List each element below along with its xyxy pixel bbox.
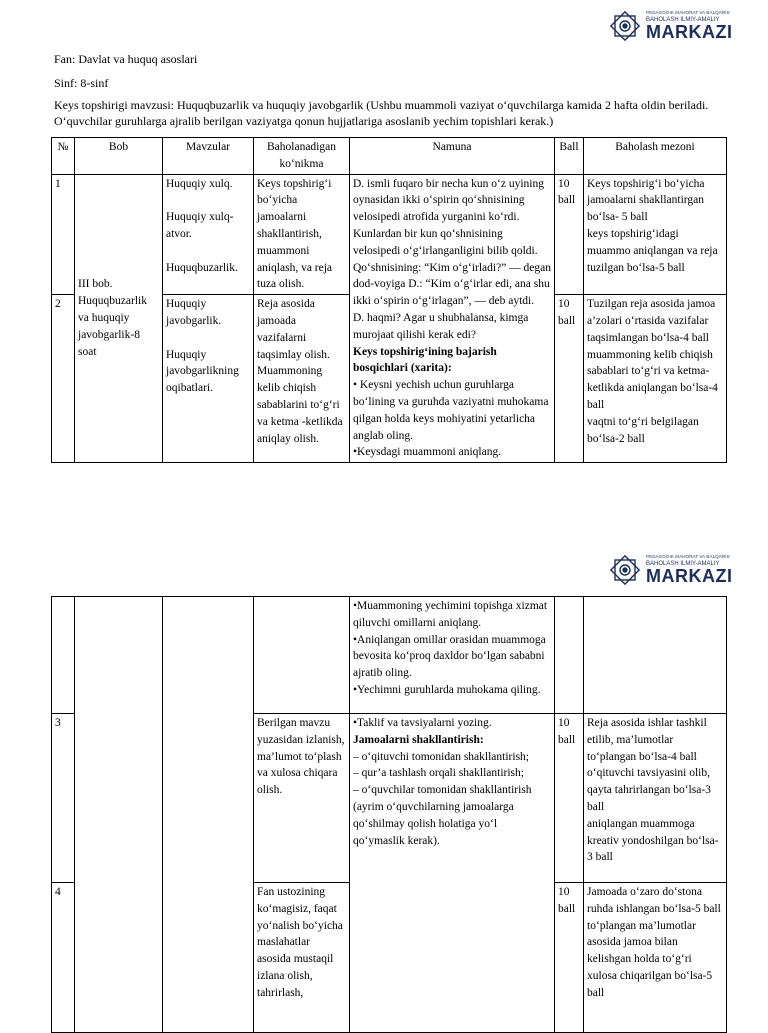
col-header-number: № bbox=[52, 138, 75, 175]
ball-cell: 10 ball bbox=[555, 295, 584, 463]
table-row bbox=[52, 174, 727, 295]
logo-line1: PEDAGOGIK MAHORAT VA BALQARIS bbox=[646, 10, 730, 16]
ornament-emblem-icon bbox=[608, 9, 642, 43]
col-header-ball: Ball bbox=[555, 138, 584, 175]
row-number: 4 bbox=[52, 883, 75, 1033]
konikma-cell: Reja asosida jamoada vazifalarni taqsimlay olish. Muammoning kelib chiqish sabablarini to‘g‘ri va ketma -ketlikda aniqlay olish. bbox=[254, 295, 350, 463]
mavzu-cell bbox=[163, 597, 254, 1033]
ball-cell bbox=[555, 597, 584, 714]
markazi-logo bbox=[608, 553, 748, 587]
intro-paragraph: Keys topshirigi mavzusi: Huquqbuzarlik va huquqiy javobgarlik (Ushbu muammoli vaziyat o‘quvchilarga kamida 2 hafta oldin beriladi. O‘quvchilar guruhlarga ajralib berilgan vaziyatga qonun hujjatlariga asoslanib yechim topishlari kerak.) bbox=[54, 98, 709, 128]
row-number: 2 bbox=[52, 295, 75, 463]
logo-line2: BAHOLASH ILMIY-AMALIY bbox=[646, 560, 720, 567]
namuna-cell bbox=[350, 174, 555, 463]
markazi-logo bbox=[608, 9, 748, 43]
mezon-cell bbox=[584, 597, 727, 714]
namuna-text: D. ismli fuqaro bir necha kun o‘z uyining oynasidan ikki o‘spirin qo‘shnisining velosipedi atrofida yurganini ko‘rdi. Kunlardan bir kun qo‘shnisining velosipedi o‘g‘irlanganligini bilib qoldi. Qo‘shnisining: “Kim o‘g‘irladi?” — degan dod-voyiga D.: “Kim o‘g‘irlar edi, ana shu ikki o‘spirin o‘g‘irlagan”, — deb aytdi. D. haqmi? Agar u shubhalansa, kimga murojaat qilishi kerak edi? bbox=[353, 177, 552, 341]
namuna-taklif: •Taklif va tavsiyalarni yozing. bbox=[353, 717, 492, 729]
namuna-cell bbox=[350, 714, 555, 1033]
mezon-cell: Keys topshirig‘i bo‘yicha jamoalarni shakllantirgan bo‘lsa- 5 ball keys topshirig‘idagi muammo aniqlangan va reja tuzilgan bo‘lsa-5 ball bbox=[584, 174, 727, 295]
col-header-bob: Bob bbox=[75, 138, 163, 175]
bob-cell bbox=[75, 597, 163, 1033]
ornament-emblem-icon bbox=[608, 553, 642, 587]
namuna-bold-heading: Jamoalarni shakllantirish: bbox=[353, 733, 484, 746]
ball-cell: 10 ball bbox=[555, 883, 584, 1033]
mezon-cell: Jamoada o‘zaro do‘stona ruhda ishlangan bo‘lsa-5 ball to‘plangan ma’lumotlar asosida jamoa bilan kelishgan holda to‘g‘ri xulosa chiqarilgan bo‘lsa-5 ball bbox=[584, 883, 727, 1033]
konikma-cell: Berilgan mavzu yuzasidan izlanish, ma’lumot to‘plash va xulosa chiqara olish. bbox=[254, 714, 350, 883]
table-row bbox=[52, 597, 727, 714]
namuna-jamoa-list: – o‘qituvchi tomonidan shakllantirish; – qur’a tashlash orqali shakllantirish; – o‘quvchilar tomonidan shakllantirish (ayrim o‘quvchilarning jamoalarga qo‘shilmay qolish holatiga yo‘l qo‘ymaslik kerak). bbox=[353, 750, 532, 847]
grade-line: Sinf: 8-sinf bbox=[54, 76, 109, 90]
logo-line2: BAHOLASH ILMIY-AMALIY bbox=[646, 16, 720, 23]
logo-title: MARKAZI bbox=[646, 21, 733, 42]
bob-cell: III bob. Huquqbuzarlik va huquqiy javobgarlik-8 soat bbox=[75, 174, 163, 463]
row-number: 3 bbox=[52, 714, 75, 883]
ball-cell: 10 ball bbox=[555, 714, 584, 883]
subject-line: Fan: Davlat va huquq asoslari bbox=[54, 52, 198, 66]
mavzu-cell: Huquqiy javobgarlik. Huquqiy javobgarlikning oqibatlari. bbox=[163, 295, 254, 463]
mezon-cell: Tuzilgan reja asosida jamoa a’zolari o‘rtasida vazifalar taqsimlangan bo‘lsa-4 ball muammoning kelib chiqish sabablari to‘g‘ri va ketma-ketlikda aniqlangan bo‘lsa-4 ball vaqtni to‘g‘ri belgilagan bo‘lsa-2 ball bbox=[584, 295, 727, 463]
table-header-row bbox=[52, 138, 727, 175]
namuna-steps: • Keysni yechish uchun guruhlarga bo‘lining va guruhda vaziyatni muhokama qilgan holda keys mohiyatini yetarlicha anglab oling. •Keysdagi muammoni aniqlang. bbox=[353, 379, 549, 459]
col-header-mezon: Baholash mezoni bbox=[584, 138, 727, 175]
ball-cell: 10 ball bbox=[555, 174, 584, 295]
assessment-table-page1 bbox=[51, 137, 727, 463]
konikma-cell bbox=[254, 597, 350, 714]
mezon-cell: Reja asosida ishlar tashkil etilib, ma’lumotlar to‘plangan bo‘lsa-4 ball o‘qituvchi tavsiyasini olib, qayta tahrirlangan bo‘lsa-3 ball aniqlangan muammoga kreativ yondoshilgan bo‘lsa-3 ball bbox=[584, 714, 727, 883]
row-number bbox=[52, 597, 75, 714]
logo-title: MARKAZI bbox=[646, 565, 733, 586]
namuna-cell: •Muammoning yechimini topishga xizmat qiluvchi omillarni aniqlang. •Aniqlangan omillar orasidan muammoga bevosita ko‘proq daxldor bo‘lgan sababni ajratib oling. •Yechimni guruhlarda muhokama qiling. bbox=[350, 597, 555, 714]
col-header-konikma: Baholanadigan ko‘nikma bbox=[254, 138, 350, 175]
logo-line1: PEDAGOGIK MAHORAT VA BALQARIS bbox=[646, 554, 730, 560]
col-header-mavzular: Mavzular bbox=[163, 138, 254, 175]
konikma-cell: Fan ustozining ko‘magisiz, faqat yo‘nalish bo‘yicha maslahatlar asosida mustaqil izlana olish, tahrirlash, bbox=[254, 883, 350, 1033]
mavzu-cell: Huquqiy xulq. Huquqiy xulq-atvor. Huquqbuzarlik. bbox=[163, 174, 254, 295]
assessment-table-page2 bbox=[51, 596, 727, 1033]
row-number: 1 bbox=[52, 174, 75, 295]
konikma-cell: Keys topshirig‘i bo‘yicha jamoalarni shakllantirish, muammoni aniqlash, va reja tuza olish. bbox=[254, 174, 350, 295]
col-header-namuna: Namuna bbox=[350, 138, 555, 175]
namuna-bold-heading: Keys topshirig‘ining bajarish bosqichlari (xarita): bbox=[353, 345, 497, 375]
